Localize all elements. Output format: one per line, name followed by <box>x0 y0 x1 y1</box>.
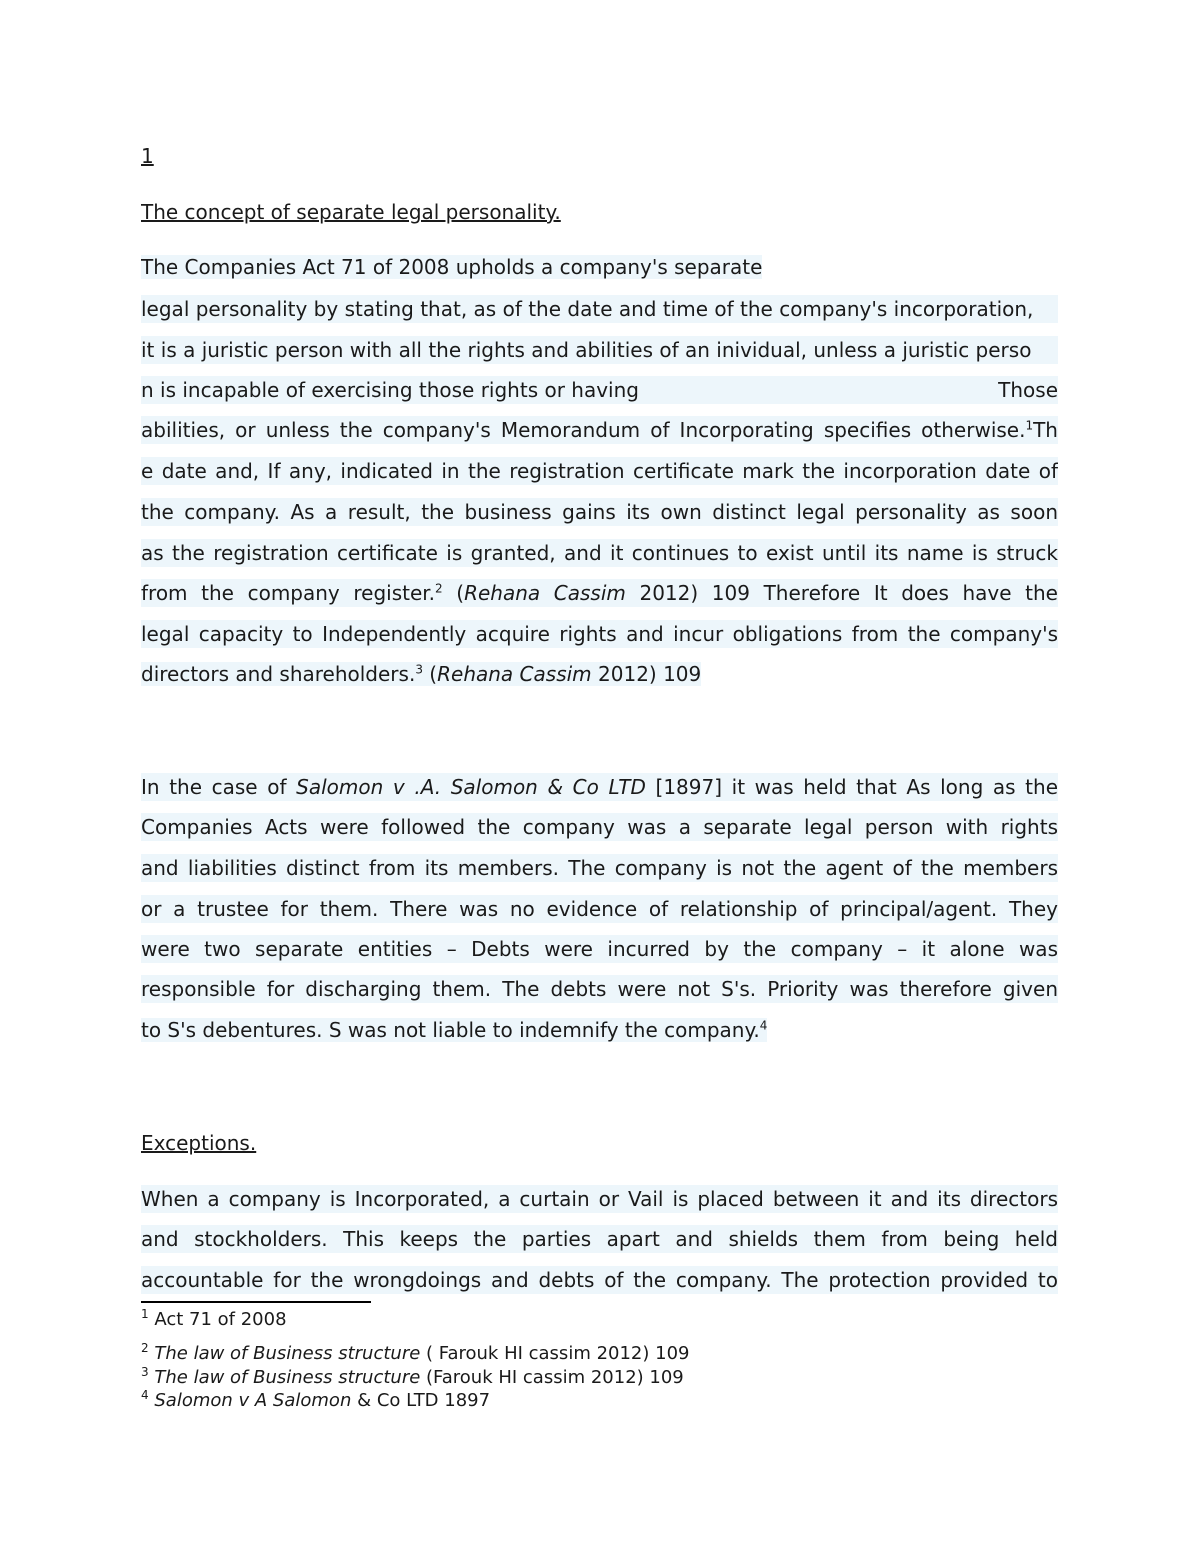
footnote-4 <box>141 1389 490 1413</box>
text: [1897] it was held that As long as the <box>645 775 1058 799</box>
footnote-1 <box>141 1308 287 1332</box>
text: ( <box>422 662 438 686</box>
paragraph-1-line-1 <box>141 253 793 281</box>
heading-exceptions <box>141 1129 1058 1157</box>
footnote-2 <box>141 1342 689 1366</box>
paragraph-1-line-9 <box>141 579 1058 607</box>
text-tail: Th <box>1033 418 1058 442</box>
text: In the case of <box>141 775 297 799</box>
paragraph-2-line-5: were two separate entities – Debts were incurred by the company – it alone was <box>141 937 1058 961</box>
footnote-text: Act 71 of 2008 <box>148 1309 287 1330</box>
page-number: 1 <box>141 144 154 168</box>
heading-text: The concept of separate legal personality. <box>141 200 561 224</box>
paragraph-2-line-1 <box>141 773 1058 801</box>
paragraph-2-line-4: or a trustee for them. There was no evidence of relationship of principal/agent. They <box>141 897 1058 921</box>
footnote-ref-3[interactable]: 3 <box>415 662 423 677</box>
paragraph-1-line-7: the company. As a result, the business gains its own distinct legal personality as soon <box>141 500 1058 524</box>
paragraph-1-line-11 <box>141 660 1058 688</box>
text: to S's debentures. S was not liable to indemnify the company. <box>141 1018 760 1042</box>
paragraph-3-line-1: When a company is Incorporated, a curtain or Vail is placed between it and its directors <box>141 1187 1058 1211</box>
footnote-title: Salomon v A Salomon <box>154 1390 352 1411</box>
paragraph-2-line-2: Companies Acts were followed the company was a separate legal person with rights <box>141 815 1058 839</box>
paragraph-2-line-3: and liabilities distinct from its members. The company is not the agent of the members <box>141 856 1058 880</box>
footnote-ref-4[interactable]: 4 <box>759 1018 768 1033</box>
footnote-separator <box>141 1301 371 1303</box>
footnote-text: ( Farouk HI cassim 2012) 109 <box>420 1343 690 1364</box>
case-name: Salomon v .A. Salomon & Co LTD <box>296 775 646 799</box>
footnote-text: (Farouk HI cassim 2012) 109 <box>420 1367 684 1388</box>
paragraph-1-line-6: e date and, If any, indicated in the registration certificate mark the incorporation date of <box>141 459 1058 483</box>
paragraph-1-line-2: legal personality by stating that, as of the date and time of the company's incorporation, <box>141 295 1058 323</box>
heading-separate-legal-personality <box>141 198 1058 226</box>
footnote-number: 3 <box>141 1365 149 1379</box>
footnote-ref-2[interactable]: 2 <box>435 581 443 596</box>
footnote-number: 2 <box>141 1341 149 1355</box>
paragraph-1-line-8: as the registration certificate is granted, and it continues to exist until its name is struck <box>141 541 1058 565</box>
footnote-3 <box>141 1366 684 1390</box>
text: 2012) 109 Therefore It does have the <box>625 581 1058 605</box>
paragraph-2-line-6: responsible for discharging them. The debts were not S's. Priority was therefore given <box>141 977 1058 1001</box>
paragraph-1-line-10: legal capacity to Independently acquire rights and incur obligations from the company's <box>141 622 1058 646</box>
paragraph-1-line-5 <box>141 416 1058 444</box>
footnote-title: The law of Business structure <box>154 1367 421 1388</box>
text-right: Those <box>998 378 1058 402</box>
author-name: Rehana Cassim <box>464 581 626 605</box>
footnote-title: The law of Business structure <box>154 1343 421 1364</box>
heading-text: Exceptions. <box>141 1131 257 1155</box>
footnote-number: 4 <box>141 1388 149 1402</box>
paragraph-3-line-2: and stockholders. This keeps the parties apart and shields them from being held <box>141 1227 1058 1251</box>
text: n is incapable of exercising those rights or having <box>141 378 639 402</box>
paragraph-1-line-4 <box>141 376 1058 404</box>
footnote-number: 1 <box>141 1307 149 1321</box>
footnote-text: & Co LTD 1897 <box>351 1390 491 1411</box>
paragraph-2-line-7 <box>141 1016 1058 1044</box>
author-name: Rehana Cassim <box>437 662 592 686</box>
paragraph-1-line-3: it is a juristic person with all the rights and abilities of an inividual, unless a juristic perso <box>141 336 1058 364</box>
text: ( <box>442 581 465 605</box>
footnote-ref-1[interactable]: 1 <box>1025 418 1034 433</box>
text: directors and shareholders. <box>141 662 416 686</box>
text: from the company register. <box>141 581 436 605</box>
text: The Companies Act 71 of 2008 upholds a company's separate <box>141 255 763 279</box>
text: abilities, or unless the company's Memorandum of Incorporating specifies otherwise. <box>141 418 1026 442</box>
text: 2012) 109 <box>591 662 702 686</box>
paragraph-3-line-3: accountable for the wrongdoings and debts of the company. The protection provided to <box>141 1268 1058 1292</box>
